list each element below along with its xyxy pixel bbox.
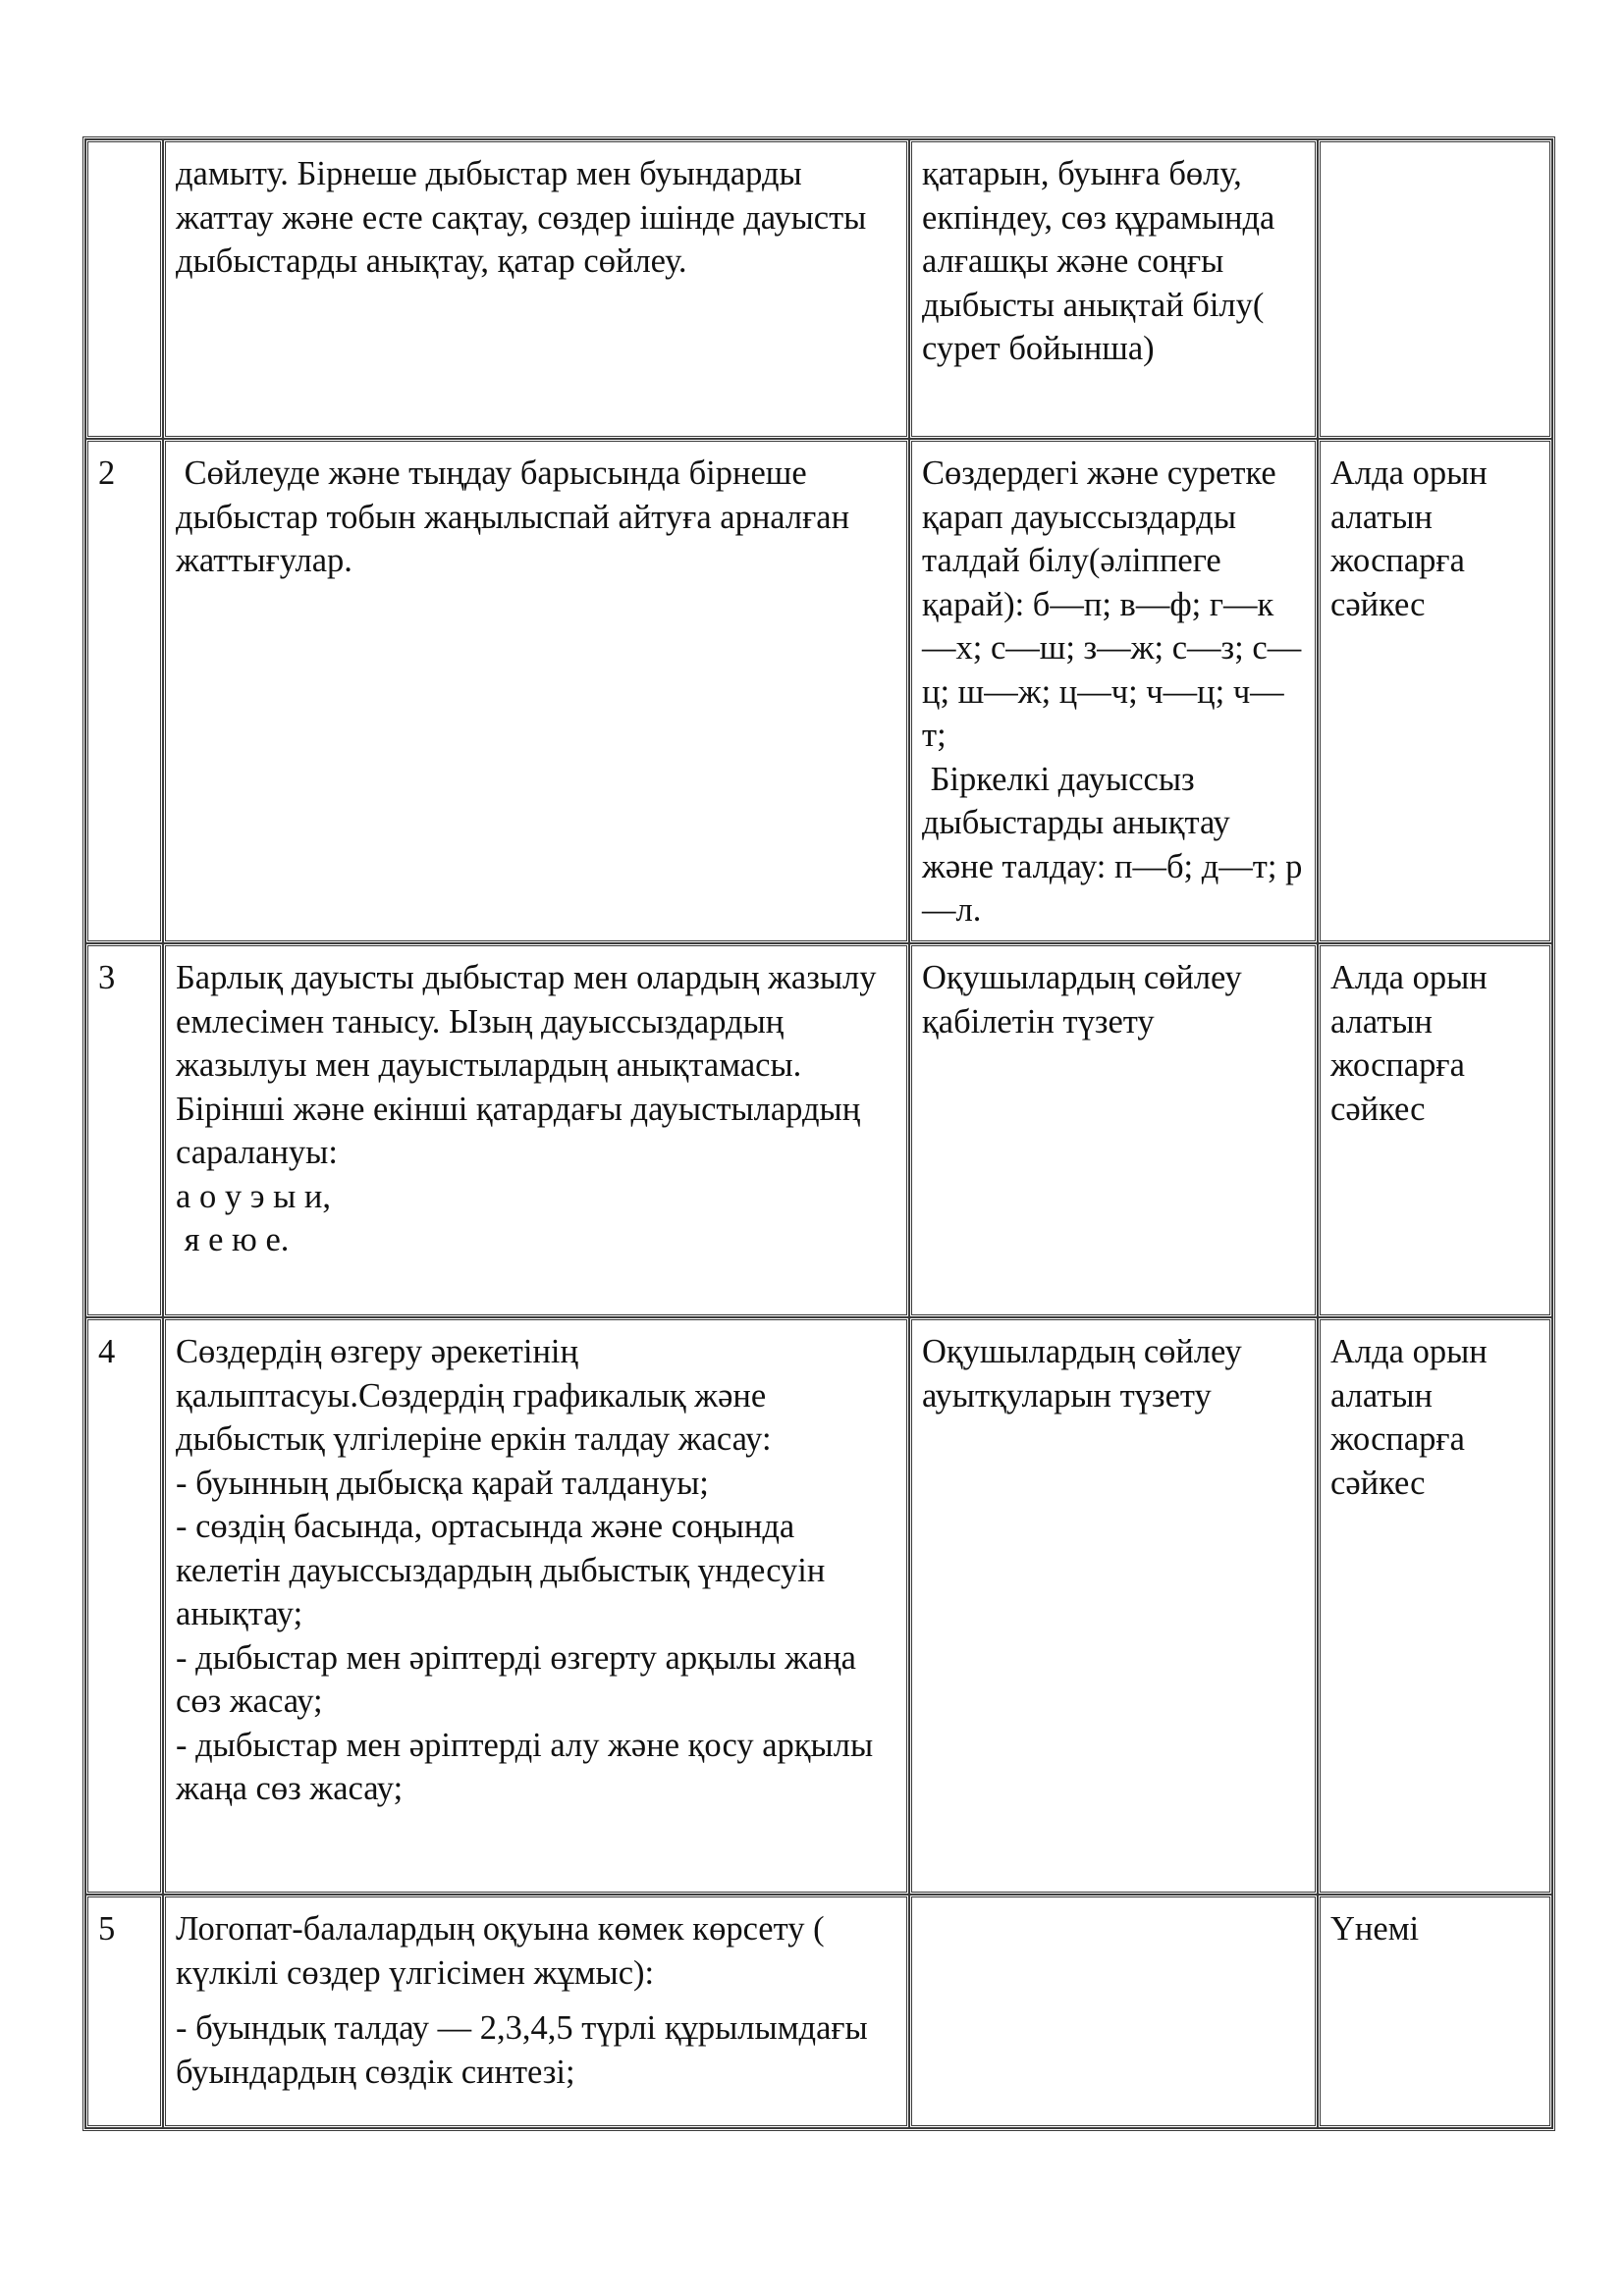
goal-text: Сөздердегі және суретке қарап дауыссыздарды талдай білу(әліппеге қарай): б—п; в—ф; г—к—х; с—ш; з—ж; с—з; с—ц; ш—ж; ц—ч; ч—ц; ч—т; Біркелкі дауыссыз дыбыстарды анықтау және талдау: п—б; д—т; р—л. — [922, 454, 1303, 929]
goal-cell — [909, 1317, 1318, 1895]
table-row — [85, 1317, 1552, 1895]
row-number: 2 — [98, 454, 116, 492]
time-text: Алда орын алатын жоспарға сәйкес — [1330, 959, 1496, 1128]
table-row — [85, 139, 1552, 439]
time-cell — [1318, 439, 1552, 943]
content-cell — [163, 1317, 909, 1895]
content-text-secondary: - буындық талдау — 2,3,4,5 түрлі құрылымдағы буындардың сөздік синтезі; — [176, 2009, 877, 2091]
goal-cell — [909, 943, 1318, 1317]
table-row — [85, 439, 1552, 943]
content-text: дамыту. Бірнеше дыбыстар мен буындарды жаттау және есте сақтау, сөздер ішінде дауысты дыбыстарды анықтау, қатар сөйлеу. — [176, 155, 875, 280]
row-number-cell — [85, 1895, 163, 2128]
content-text: Барлық дауысты дыбыстар мен олардың жазылу емлесімен танысу. Ызың дауыссыздардың жазылуы мен дауыстылардың анықтамасы. Бірінші және екінші қатардағы дауыстылардың саралануы: а о у э ы и, я е ю е. — [176, 959, 877, 1258]
goal-text: Оқушылардың сөйлеу ауытқуларын түзету — [922, 1333, 1251, 1415]
time-text: Алда орын алатын жоспарға сәйкес — [1330, 454, 1496, 623]
row-number: 4 — [98, 1333, 116, 1370]
row-number: 5 — [98, 1910, 116, 1948]
table-row — [85, 1895, 1552, 2128]
content-text: Логопат-балалардың оқуына көмек көрсету ( күлкілі сөздер үлгісімен жұмыс): — [176, 1910, 834, 1992]
table-row — [85, 943, 1552, 1317]
row-number: 3 — [98, 959, 116, 996]
row-number-cell — [85, 439, 163, 943]
content-text: Сөйлеуде және тыңдау барысында бірнеше дыбыстар тобын жаңылыспай айтуға арналған жаттығулар. — [176, 454, 858, 579]
time-cell — [1318, 139, 1552, 439]
time-cell — [1318, 1317, 1552, 1895]
goal-cell — [909, 439, 1318, 943]
content-cell — [163, 139, 909, 439]
content-text: Сөздердің өзгеру әрекетінің қалыптасуы.Сөздердің графикалық және дыбыстық үлгілеріне еркін талдау жасау: - буынның дыбысқа қарай талдануы; - сөздің басында, ортасында және соңында келетін дауыссыздардың дыбыстық үндесуін анықтау; - дыбыстар мен әріптерді өзгерту арқылы жаңа сөз жасау; - дыбыстар мен әріптерді алу және қосу арқылы жаңа сөз жасау; — [176, 1333, 874, 1807]
time-text: Үнемі — [1330, 1910, 1420, 1948]
content-cell — [163, 943, 909, 1317]
row-number-cell — [85, 1317, 163, 1895]
time-text: Алда орын алатын жоспарға сәйкес — [1330, 1333, 1496, 1502]
content-cell — [163, 1895, 909, 2128]
row-number-cell — [85, 943, 163, 1317]
goal-cell — [909, 139, 1318, 439]
goal-cell — [909, 1895, 1318, 2128]
goal-text: қатарын, буынға бөлу, екпіндеу, сөз құрамында алғашқы және соңғы дыбысты анықтай білу( сурет бойынша) — [922, 155, 1283, 367]
goal-text: Оқушылардың сөйлеу қабілетін түзету — [922, 959, 1251, 1041]
time-cell — [1318, 1895, 1552, 2128]
plan-table — [82, 136, 1555, 2131]
row-number-cell — [85, 139, 163, 439]
content-cell — [163, 439, 909, 943]
time-cell — [1318, 943, 1552, 1317]
